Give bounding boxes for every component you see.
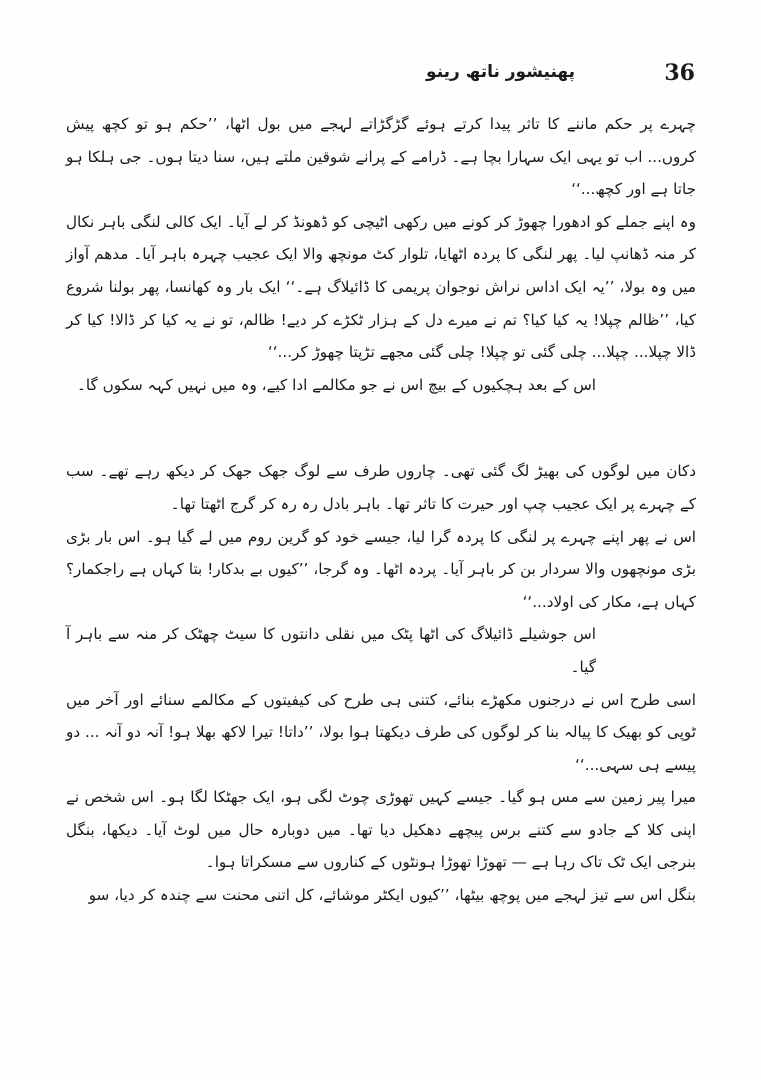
paragraph: دکان میں لوگوں کی بھیڑ لگ گئی تھی۔ چاروں طرف سے لوگ جھک جھک کر دیکھ رہے تھے۔ سب کے چہرے پر ایک عجیب چپ اور حیرت کا تاثر تھا۔ باہر بادل رہ رہ کر گرج اٹھتا تھا۔ [66, 462, 696, 513]
section-break [66, 401, 696, 455]
paragraph: میرا پیر زمین سے مس ہو گیا۔ جیسے کہیں تھوڑی چوٹ لگی ہو، ایک جھٹکا لگا ہو۔ اس شخص نے اپنی کلا کے جادو سے کتنے برس پیچھے دھکیل دیا تھا۔ میں دوبارہ حال میں لوٹ آیا۔ دیکھا، بنگل بنرجی ایک ٹک تاک رہا ہے — تھوڑا تھوڑا ہونٹوں کے کناروں سے مسکراتا ہوا۔ [66, 788, 696, 872]
page-number: 36 [664, 60, 695, 86]
paragraph: اسی طرح اس نے درجنوں مکھڑے بنائے، کتنی ہی طرح کی کیفیتوں کے مکالمے سنائے اور آخر میں ٹوپی کو بھیک کا پیالہ بنا کر لوگوں کی طرف دیکھتا ہوا بولا، ’’داتا! تیرا لاکھ بھلا ہو! آنہ دو آنہ ... دو پیسے ہی سہی...‘‘ [66, 690, 696, 774]
page-header [70, 60, 695, 100]
paragraph: وہ اپنے جملے کو ادھورا چھوڑ کر کونے میں رکھی اٹیچی کو ڈھونڈ کر لے آیا۔ ایک کالی لنگی باہر نکال کر منہ ڈھانپ لیا۔ پھر لنگی کا پردہ اٹھایا، تلوار کٹ مونچھ والا ایک عجیب چہرہ باہر آیا۔ مدھم آواز میں وہ بولا، ’’یہ ایک اداس نراش نوجوان پریمی کا ڈائیلاگ ہے۔‘‘ ایک بار وہ کھانسا، پھر بولنا شروع کیا، ’’ظالم چپلا! یہ کیا کیا؟ تم نے میرے دل کے ہزار ٹکڑے کر دیے! ظالم، تو نے یہ کیا کر ڈالا! کیا کر ڈالا چپلا... چپلا... چلی گئی تو چپلا! چلی گئی مجھے تڑپتا چھوڑ کر...‘‘ [66, 212, 696, 362]
paragraph: اس جوشیلے ڈائیلاگ کی اٹھا پٹک میں نقلی دانتوں کا سیٹ چھٹک کر منہ سے باہر آ گیا۔ [66, 625, 596, 676]
page-body [66, 108, 696, 912]
paragraph: بنگل اس سے تیز لہجے میں پوچھ بیٹھا، ’’کیوں ایکٹر موشائے، کل اتنی محنت سے چندہ کر دیا، سو [88, 886, 696, 905]
paragraph: چہرے پر حکم ماننے کا تاثر پیدا کرتے ہوئے گڑگڑاتے لہجے میں بول اٹھا، ’’حکم ہو تو کچھ پیش کروں... اب تو یہی ایک سہارا بچا ہے۔ ڈرامے کے پرانے شوقین ملتے ہیں، سنا دیتا ہوں۔ جی ہلکا ہو جاتا ہے اور کچھ...‘‘ [66, 115, 696, 199]
paragraph: اس کے بعد ہچکیوں کے بیچ اس نے جو مکالمے ادا کیے، وہ میں نہیں کہہ سکوں گا۔ [77, 375, 596, 394]
paragraph: اس نے پھر اپنے چہرے پر لنگی کا پردہ گرا لیا، جیسے خود کو گرین روم میں لے گیا ہو۔ اس بار بڑی بڑی مونچھوں والا سردار بن کر باہر آیا۔ پردہ اٹھا۔ وہ گرجا، ’’کیوں بے بدکار! بتا کہاں ہے راجکمار؟ کہاں ہے، مکار کی اولاد...‘‘ [66, 527, 696, 611]
running-title: پھنیشور ناتھ رینو [426, 62, 575, 82]
